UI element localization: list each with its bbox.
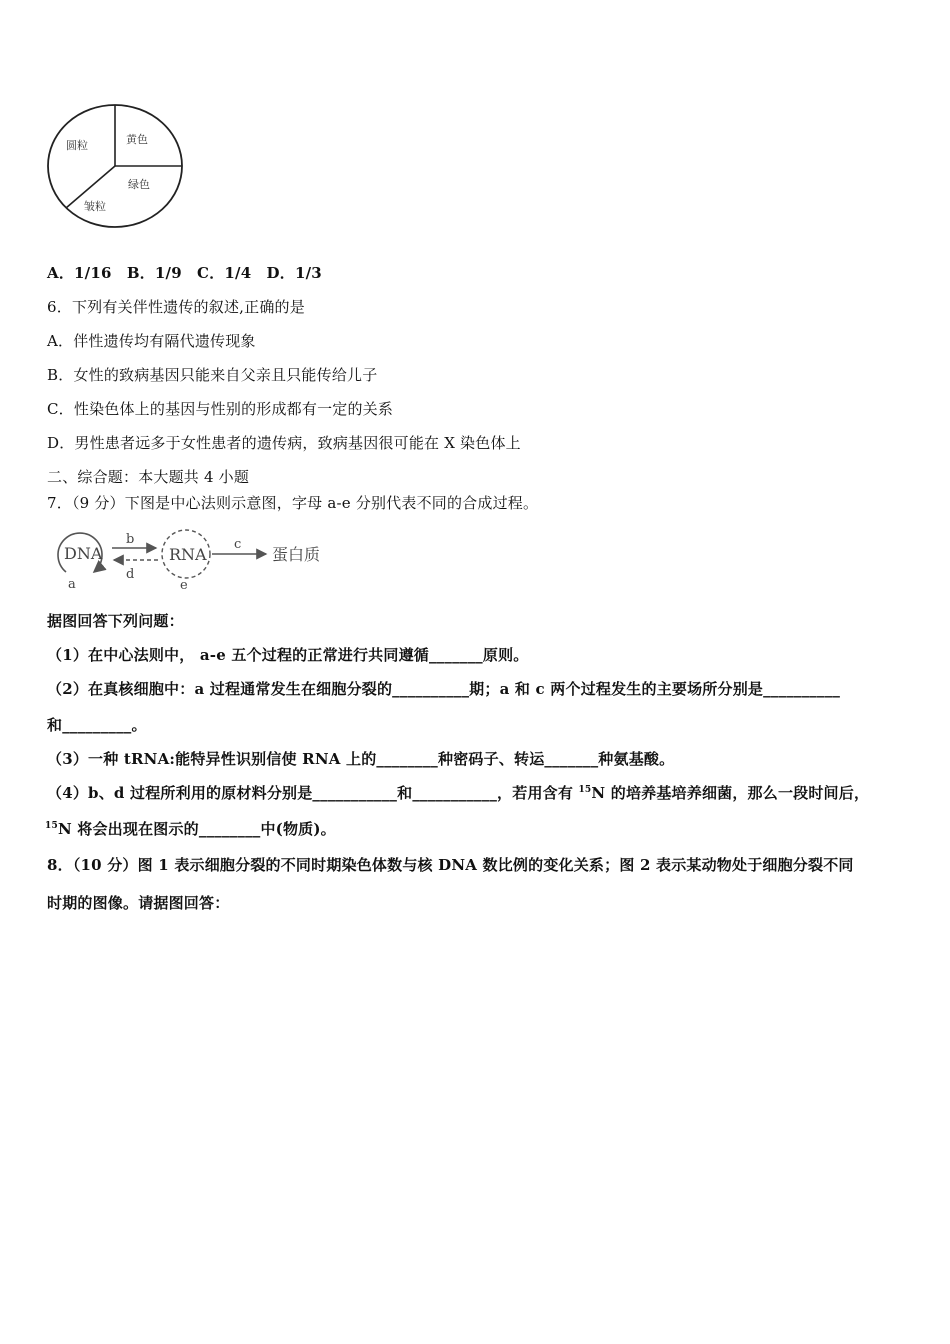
protein-label: 蛋白质 <box>272 545 321 564</box>
q7-part4-line1: （4）b、d 过程所利用的原材料分别是___________和___________，若用含有 $^{15}$N 的培养基培养细菌，那么一段时间后， <box>47 784 870 802</box>
section-heading: 二、综合题：本大题共 4 小题 <box>47 468 250 486</box>
q8-stem-line2: 时期的图像。请据图回答： <box>47 894 230 912</box>
q7-part1: （1）在中心法则中， a-e 五个过程的正常进行共同遵循_______原则。 <box>47 646 529 664</box>
pie-label-green: 绿色 <box>128 178 150 191</box>
q8-stem-line1: 8．（10 分）图 1 表示细胞分裂的不同时期染色体数与核 DNA 数比例的变化关系；图 2 表示某动物处于细胞分裂不同 <box>47 856 854 874</box>
pie-label-round: 圆粒 <box>66 139 88 152</box>
q6-option-b: B．女性的致病基因只能来自父亲且只能传给儿子 <box>47 366 378 384</box>
rna-label: RNA <box>169 545 207 564</box>
label-a: a <box>68 577 76 592</box>
q7-part4-line2: $^{15}$N 将会出现在图示的________中(物质)。 <box>45 820 336 838</box>
q7-part2-line1: （2）在真核细胞中：a 过程通常发生在细胞分裂的__________期；a 和 c 两个过程发生的主要场所分别是__________ <box>47 680 841 698</box>
q6-stem: 6．下列有关伴性遗传的叙述,正确的是 <box>47 298 305 316</box>
q6-option-c: C．性染色体上的基因与性别的形成都有一定的关系 <box>47 400 394 418</box>
label-e: e <box>180 578 188 592</box>
q5-options: A．1/16 B．1/9 C．1/4 D．1/3 <box>47 264 322 282</box>
q7-part3: （3）一种 tRNA:能特异性识别信使 RNA 上的________种密码子、转运_______种氨基酸。 <box>47 750 675 768</box>
q7-stem: 7．（9 分）下图是中心法则示意图，字母 a-e 分别代表不同的合成过程。 <box>47 494 539 512</box>
label-c: c <box>234 537 242 552</box>
central-dogma-diagram <box>46 520 346 592</box>
label-b: b <box>126 532 135 547</box>
dna-label: DNA <box>64 544 103 563</box>
q6-option-a: A．伴性遗传均有隔代遗传现象 <box>47 332 256 350</box>
pie-label-wrinkled: 皱粒 <box>84 200 106 213</box>
q6-option-d: D．男性患者远多于女性患者的遗传病，致病基因很可能在 X 染色体上 <box>47 434 521 452</box>
pie-label-yellow: 黄色 <box>126 133 148 146</box>
q7-prompt: 据图回答下列问题： <box>47 612 184 630</box>
pie-chart <box>44 100 190 230</box>
label-d: d <box>126 567 135 582</box>
q7-part2-line2: 和_________。 <box>47 716 147 734</box>
